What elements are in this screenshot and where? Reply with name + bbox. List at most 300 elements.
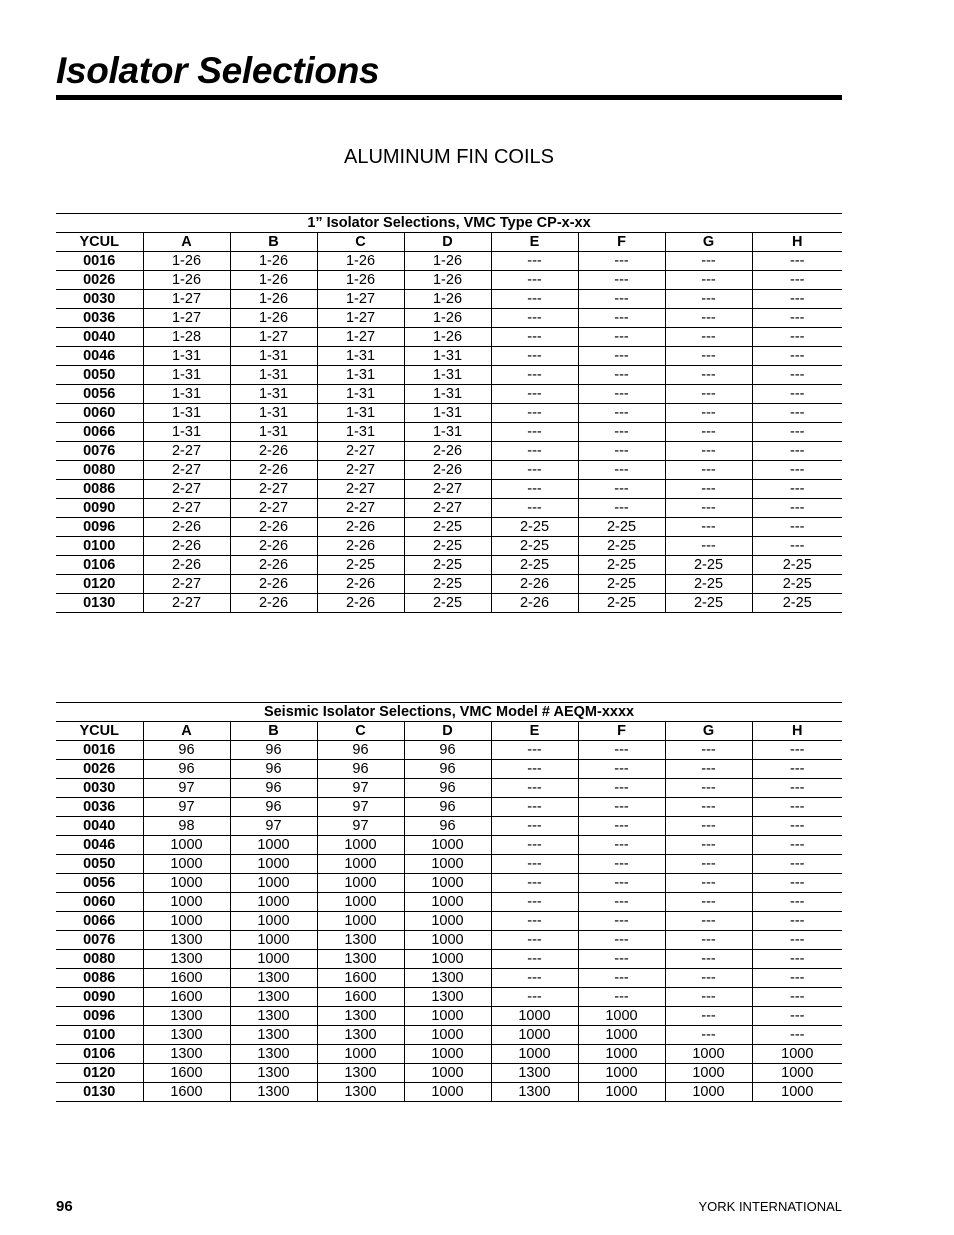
table-cell: 2-27 (317, 480, 404, 499)
table-cell: 2-27 (230, 480, 317, 499)
table-cell: 1300 (404, 988, 491, 1007)
table-cell: --- (578, 741, 665, 760)
model-cell: 0060 (56, 404, 143, 423)
table-cell: 1000 (230, 893, 317, 912)
table-cell: 1-31 (230, 423, 317, 442)
table-cell: 1-27 (317, 328, 404, 347)
model-cell: 0040 (56, 817, 143, 836)
table-cell: 1000 (404, 950, 491, 969)
table-cell: --- (578, 290, 665, 309)
table-cell: --- (578, 499, 665, 518)
table-cell: 1300 (143, 1045, 230, 1064)
column-header: YCUL (56, 233, 143, 252)
table-cell: --- (491, 328, 578, 347)
table-cell: --- (752, 366, 842, 385)
table-cell: --- (665, 404, 752, 423)
table-row (56, 1064, 842, 1083)
table-cell: 1-31 (404, 347, 491, 366)
table-cell: 1000 (404, 1064, 491, 1083)
table-cell: 2-27 (143, 480, 230, 499)
model-cell: 0050 (56, 855, 143, 874)
column-header: H (752, 233, 842, 252)
table-cell: --- (491, 779, 578, 798)
table-cell: 2-25 (578, 575, 665, 594)
table-cell: --- (665, 1026, 752, 1045)
column-header: D (404, 722, 491, 741)
model-cell: 0100 (56, 1026, 143, 1045)
table-cell: --- (752, 385, 842, 404)
table-cell: 1000 (404, 893, 491, 912)
table-cell: --- (665, 855, 752, 874)
table-cell: --- (665, 969, 752, 988)
table-cell: 2-25 (404, 556, 491, 575)
table-cell: 1600 (143, 1083, 230, 1102)
table-cell: 96 (230, 798, 317, 817)
table-cell: --- (665, 461, 752, 480)
model-cell: 0030 (56, 779, 143, 798)
model-cell: 0120 (56, 575, 143, 594)
table-cell: 2-25 (491, 556, 578, 575)
table-row (56, 893, 842, 912)
table-row (56, 252, 842, 271)
table-cell: 1000 (404, 874, 491, 893)
table-row (56, 988, 842, 1007)
table-cell: --- (752, 798, 842, 817)
model-cell: 0130 (56, 594, 143, 613)
page-number: 96 (56, 1198, 73, 1215)
table-cell: 1600 (317, 969, 404, 988)
table-row (56, 874, 842, 893)
table-row (56, 328, 842, 347)
table-cell: 2-27 (143, 442, 230, 461)
table-cell: 1300 (230, 1007, 317, 1026)
table-cell: --- (665, 1007, 752, 1026)
table-cell: --- (491, 252, 578, 271)
table-cell: 2-26 (230, 594, 317, 613)
table-cell: --- (752, 874, 842, 893)
table-cell: --- (578, 328, 665, 347)
table-cell: --- (752, 461, 842, 480)
table-cell: 1000 (404, 1007, 491, 1026)
table-cell: --- (665, 817, 752, 836)
table-cell: 97 (143, 779, 230, 798)
table-cell: 1-31 (317, 423, 404, 442)
table-cell: 2-26 (404, 442, 491, 461)
table-cell: 2-26 (317, 575, 404, 594)
table-row (56, 969, 842, 988)
table-cell: 2-26 (230, 461, 317, 480)
table-row (56, 309, 842, 328)
model-cell: 0046 (56, 836, 143, 855)
table-cell: --- (491, 836, 578, 855)
model-cell: 0030 (56, 290, 143, 309)
table-row (56, 385, 842, 404)
table-row (56, 575, 842, 594)
table-cell: 1600 (317, 988, 404, 1007)
table-cell: --- (578, 366, 665, 385)
table-row (56, 1083, 842, 1102)
table-cell: 1000 (317, 893, 404, 912)
table-cell: 1-27 (143, 290, 230, 309)
table-row (56, 423, 842, 442)
table-cell: --- (752, 912, 842, 931)
table-body (56, 741, 842, 1102)
table-cell: 96 (230, 760, 317, 779)
table-cell: 1-31 (143, 385, 230, 404)
table-cell: 1-31 (317, 404, 404, 423)
table-cell: 2-25 (491, 518, 578, 537)
table-cell: 1-26 (230, 252, 317, 271)
column-header: C (317, 722, 404, 741)
table-row (56, 556, 842, 575)
table-cell: 1300 (143, 1007, 230, 1026)
table-row (56, 499, 842, 518)
table-cell: 2-27 (404, 499, 491, 518)
table-cell: --- (752, 760, 842, 779)
table-cell: 1600 (143, 969, 230, 988)
table-cell: --- (665, 442, 752, 461)
table-cell: 1-26 (230, 271, 317, 290)
table-cell: 1600 (143, 1064, 230, 1083)
table-cell: --- (665, 252, 752, 271)
table-cell: --- (752, 252, 842, 271)
model-cell: 0026 (56, 760, 143, 779)
table-cell: --- (578, 874, 665, 893)
table-cell: 97 (317, 779, 404, 798)
table-row (56, 836, 842, 855)
table-cell: --- (752, 290, 842, 309)
table-cell: 1-31 (317, 347, 404, 366)
table-cell: 2-26 (230, 537, 317, 556)
column-header: D (404, 233, 491, 252)
table-cell: --- (665, 950, 752, 969)
table-cell: 1000 (578, 1064, 665, 1083)
table-cell: 1-31 (143, 423, 230, 442)
table-cell: --- (578, 931, 665, 950)
table-cell: 96 (404, 817, 491, 836)
table-cell: 1-26 (143, 271, 230, 290)
table-cell: 1000 (230, 836, 317, 855)
table-cell: 1000 (404, 1045, 491, 1064)
table-cell: --- (491, 988, 578, 1007)
table-cell: --- (752, 893, 842, 912)
table-cell: 1000 (317, 912, 404, 931)
table-cell: --- (665, 423, 752, 442)
table-cell: 1000 (491, 1026, 578, 1045)
model-cell: 0036 (56, 798, 143, 817)
table-cell: --- (491, 931, 578, 950)
table-cell: 2-27 (143, 594, 230, 613)
table-row (56, 404, 842, 423)
table-cell: 1000 (230, 931, 317, 950)
model-cell: 0080 (56, 461, 143, 480)
table-cell: 1300 (317, 950, 404, 969)
table-cell: --- (752, 537, 842, 556)
column-header: YCUL (56, 722, 143, 741)
table-cell: --- (752, 988, 842, 1007)
table-cell: 2-26 (143, 556, 230, 575)
table-cell: 1300 (230, 1064, 317, 1083)
table-cell: --- (752, 779, 842, 798)
model-cell: 0096 (56, 1007, 143, 1026)
table-cell: --- (665, 271, 752, 290)
model-cell: 0120 (56, 1064, 143, 1083)
table-cell: 96 (143, 760, 230, 779)
table-cell: --- (578, 912, 665, 931)
table-cell: 1-27 (230, 328, 317, 347)
table-cell: 1-26 (404, 290, 491, 309)
table-cell: --- (491, 290, 578, 309)
table-cell: 2-25 (752, 575, 842, 594)
table-cell: --- (665, 931, 752, 950)
table-cell: --- (491, 404, 578, 423)
table-cell: 2-27 (317, 461, 404, 480)
table-cell: 2-25 (665, 594, 752, 613)
table-cell: --- (752, 309, 842, 328)
table-cell: --- (578, 309, 665, 328)
table-row (56, 1007, 842, 1026)
table-cell: 2-27 (317, 499, 404, 518)
table-cell: 2-25 (665, 556, 752, 575)
table-cell: 2-26 (404, 461, 491, 480)
model-cell: 0080 (56, 950, 143, 969)
table-cell: 98 (143, 817, 230, 836)
model-cell: 0076 (56, 931, 143, 950)
table-cell: 2-25 (578, 594, 665, 613)
table-cell: --- (665, 912, 752, 931)
table-cell: 1300 (491, 1083, 578, 1102)
table-cell: 96 (317, 741, 404, 760)
table-cell: --- (491, 893, 578, 912)
model-cell: 0066 (56, 912, 143, 931)
table-cell: 1000 (665, 1083, 752, 1102)
model-cell: 0106 (56, 556, 143, 575)
table-cell: 1-26 (404, 309, 491, 328)
model-cell: 0086 (56, 480, 143, 499)
table-row (56, 912, 842, 931)
model-cell: 0106 (56, 1045, 143, 1064)
table-row (56, 480, 842, 499)
table-cell: 2-26 (491, 594, 578, 613)
table-cell: 1-31 (230, 347, 317, 366)
column-header: F (578, 233, 665, 252)
table-cell: --- (491, 798, 578, 817)
page-title: Isolator Selections (56, 50, 380, 91)
table-cell: 2-26 (143, 518, 230, 537)
model-cell: 0026 (56, 271, 143, 290)
table-cell: --- (491, 969, 578, 988)
table-cell: --- (665, 290, 752, 309)
table-cell: --- (578, 817, 665, 836)
table-cell: 2-26 (143, 537, 230, 556)
table-cell: 1-31 (230, 404, 317, 423)
model-cell: 0090 (56, 499, 143, 518)
table-cell: --- (578, 461, 665, 480)
table-cell: 2-25 (752, 594, 842, 613)
table-cell: 1000 (404, 855, 491, 874)
table-cell: --- (752, 836, 842, 855)
table-cell: --- (752, 404, 842, 423)
table-cell: 1300 (230, 969, 317, 988)
table-cell: --- (752, 271, 842, 290)
table-cell: 96 (404, 760, 491, 779)
table-cell: 96 (230, 741, 317, 760)
table-row (56, 537, 842, 556)
seismic-isolator-selections-table (56, 702, 842, 1102)
table-cell: 2-27 (230, 499, 317, 518)
table-cell: --- (665, 499, 752, 518)
table-cell: 96 (404, 798, 491, 817)
table-cell: --- (665, 347, 752, 366)
table-cell: --- (578, 893, 665, 912)
table-cell: --- (578, 347, 665, 366)
table-cell: --- (752, 518, 842, 537)
table-cell: 2-25 (404, 575, 491, 594)
table-cell: --- (665, 893, 752, 912)
table-cell: 1-26 (317, 271, 404, 290)
table-row (56, 950, 842, 969)
table-cell: 1000 (578, 1007, 665, 1026)
table-cell: --- (578, 423, 665, 442)
table-caption: 1” Isolator Selections, VMC Type CP-x-xx (56, 214, 842, 233)
table-cell: 96 (317, 760, 404, 779)
table-cell: 1300 (230, 1083, 317, 1102)
table-row (56, 855, 842, 874)
table-cell: 1000 (578, 1045, 665, 1064)
table-cell: 1-27 (317, 290, 404, 309)
table-cell: 1000 (317, 836, 404, 855)
table-cell: --- (491, 442, 578, 461)
table-cell: --- (665, 798, 752, 817)
table-cell: --- (752, 423, 842, 442)
table-cell: 1300 (317, 1026, 404, 1045)
table-cell: 1000 (752, 1064, 842, 1083)
model-cell: 0100 (56, 537, 143, 556)
table-cell: 1-26 (317, 252, 404, 271)
table-cell: 1000 (317, 1045, 404, 1064)
table-cell: 1000 (752, 1045, 842, 1064)
table-row (56, 271, 842, 290)
table-cell: 2-25 (578, 556, 665, 575)
table-cell: --- (578, 855, 665, 874)
table-cell: 2-25 (404, 537, 491, 556)
table-cell: --- (752, 950, 842, 969)
table-cell: 1-26 (404, 328, 491, 347)
table-cell: 2-27 (404, 480, 491, 499)
table-cell: 1000 (752, 1083, 842, 1102)
table-row (56, 366, 842, 385)
table-cell: --- (665, 760, 752, 779)
table-cell: 2-26 (317, 537, 404, 556)
table-row (56, 798, 842, 817)
table-cell: 1-26 (230, 290, 317, 309)
table-row (56, 347, 842, 366)
table-cell: 96 (143, 741, 230, 760)
model-cell: 0016 (56, 741, 143, 760)
table-cell: 1000 (143, 836, 230, 855)
table-cell: 2-27 (143, 575, 230, 594)
model-cell: 0046 (56, 347, 143, 366)
table-cell: --- (752, 442, 842, 461)
model-cell: 0040 (56, 328, 143, 347)
table-cell: 2-25 (491, 537, 578, 556)
model-cell: 0096 (56, 518, 143, 537)
model-cell: 0076 (56, 442, 143, 461)
table-cell: 1000 (143, 893, 230, 912)
table-cell: 1000 (491, 1045, 578, 1064)
table-cell: --- (665, 309, 752, 328)
table-cell: --- (752, 328, 842, 347)
table-cell: 1000 (143, 912, 230, 931)
column-header: B (230, 722, 317, 741)
table-cell: --- (752, 499, 842, 518)
table-cell: 1300 (143, 950, 230, 969)
table-cell: 1-31 (317, 366, 404, 385)
table-cell: 1000 (578, 1026, 665, 1045)
table-cell: 2-27 (143, 461, 230, 480)
table-cell: --- (491, 347, 578, 366)
table-cell: 1300 (230, 1045, 317, 1064)
table-cell: 1-31 (143, 366, 230, 385)
table-row (56, 518, 842, 537)
model-cell: 0056 (56, 385, 143, 404)
table-cell: 1000 (578, 1083, 665, 1102)
table-cell: --- (491, 950, 578, 969)
model-cell: 0090 (56, 988, 143, 1007)
table-row (56, 741, 842, 760)
table-caption: Seismic Isolator Selections, VMC Model # AEQM-xxxx (56, 703, 842, 722)
table-cell: 1000 (143, 874, 230, 893)
table-cell: 2-26 (230, 518, 317, 537)
table-cell: 1300 (317, 1083, 404, 1102)
table-cell: --- (752, 741, 842, 760)
table-cell: --- (578, 760, 665, 779)
column-header: A (143, 233, 230, 252)
table-cell: 2-25 (578, 518, 665, 537)
table-cell: 97 (143, 798, 230, 817)
table-cell: --- (752, 1007, 842, 1026)
table-cell: --- (752, 480, 842, 499)
table-row (56, 760, 842, 779)
footer-company-name: YORK INTERNATIONAL (698, 1199, 842, 1214)
table-cell: --- (578, 480, 665, 499)
table-cell: --- (665, 741, 752, 760)
table-cell: 1300 (404, 969, 491, 988)
table-cell: --- (491, 817, 578, 836)
table-cell: --- (491, 309, 578, 328)
isolator-selections-table (56, 213, 842, 613)
table-header-row (56, 722, 842, 741)
table-cell: 1300 (230, 1026, 317, 1045)
table-row (56, 779, 842, 798)
model-cell: 0036 (56, 309, 143, 328)
table-cell: --- (752, 855, 842, 874)
table-cell: 1-26 (143, 252, 230, 271)
table-cell: --- (491, 855, 578, 874)
table-cell: --- (491, 480, 578, 499)
table-cell: 1000 (404, 1083, 491, 1102)
column-header: G (665, 722, 752, 741)
model-cell: 0130 (56, 1083, 143, 1102)
table-cell: 1000 (404, 1026, 491, 1045)
table-cell: --- (578, 836, 665, 855)
table-cell: --- (665, 366, 752, 385)
table-cell: 2-25 (317, 556, 404, 575)
table-cell: --- (578, 988, 665, 1007)
table-cell: 1300 (317, 1007, 404, 1026)
table-cell: --- (491, 741, 578, 760)
table-cell: 1-26 (404, 271, 491, 290)
